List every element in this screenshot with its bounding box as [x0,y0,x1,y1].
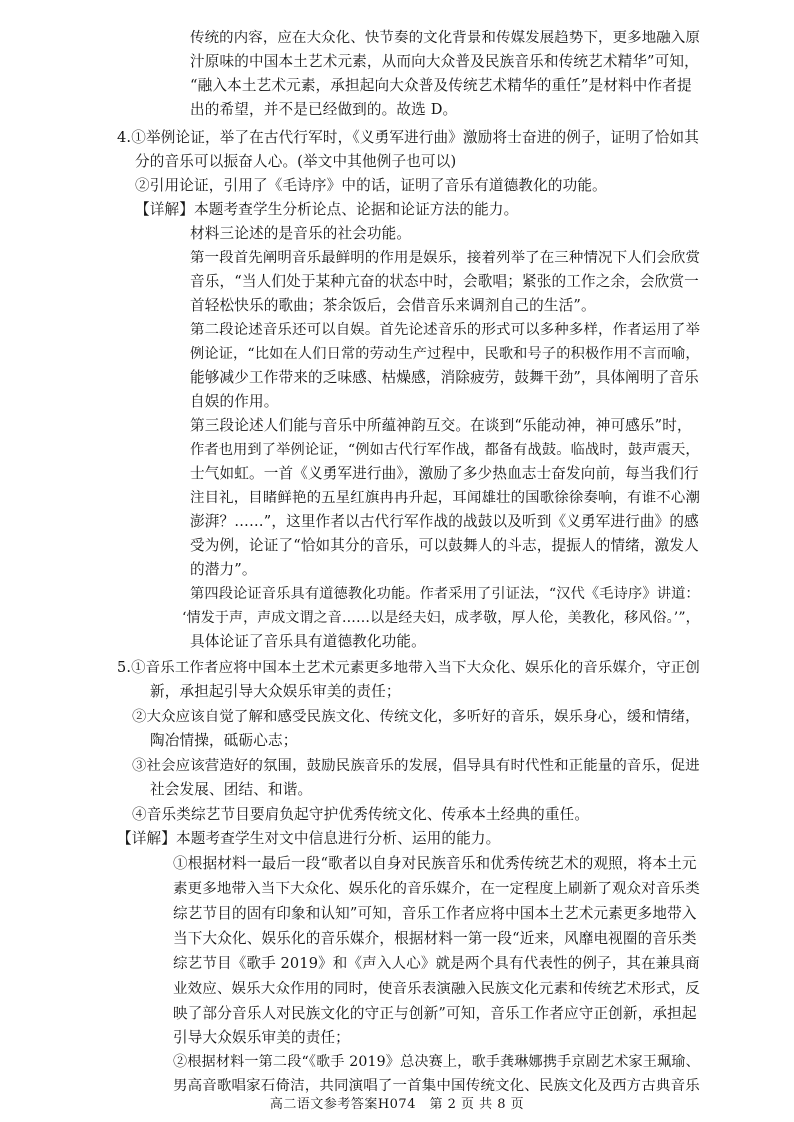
text-line: 映了部分音乐人对民族文化的守正与创新”可知，音乐工作者应守正创新，承担起 [173,1005,697,1022]
text-line: 能够减少工作带来的乏味感、枯燥感，消除疲劳，鼓舞干劲”，具体阐明了音乐 [190,369,699,386]
text-line: “融入本土艺术元素，承担起向大众普及传统艺术精华的重任”是材料中作者提 [190,77,692,94]
text-line: 例论证，“比如在人们日常的劳动生产过程中，民歌和号子的积极作用不言而喻， [190,346,700,362]
text-line: ④音乐类综艺节目要肩负起守护优秀传统文化、传承本土经典的重任。 [132,806,590,823]
text-line: 【详解】本题考查学生对文中信息进行分析、运用的能力。 [117,830,501,847]
text-line: 【详解】本题考查学生分析论点、论据和论证方法的能力。 [135,201,519,218]
text-line: 澎湃？……”，这里作者以古代行军作战的战鼓以及听到《义勇军进行曲》的感 [190,513,699,530]
text-line: ②引用论证，引用了《毛诗序》中的话，证明了音乐有道德教化的功能。 [135,177,607,194]
text-line: 音乐，“当人们处于某种亢奋的状态中时，会歌唱；紧张的工作之余，会欣赏一 [190,273,699,290]
text-line: ②根据材料一第二段“《歌手 2019》总决赛上，歌手龚琳娜携手京剧艺术家王珮瑜、 [173,1054,700,1070]
text-line: 社会发展、团结、和谐。 [150,781,313,798]
text-line: 首轻松快乐的歌曲；茶余饭后，会借音乐来调剂自己的生活”。 [190,297,596,314]
text-line: 综艺节目的固有印象和认知”可知，音乐工作者应将中国本土艺术元素更多地带入 [173,905,697,922]
text-line: 第一段首先阐明音乐最鲜明的作用是娱乐，接着列举了在三种情况下人们会欣赏 [190,250,701,266]
text-line: 汁原味的中国本土艺术元素，从而向大众普及民族音乐和传统艺术精华”可知， [190,53,699,70]
text-line: 具体论证了音乐具有道德教化功能。 [190,633,426,650]
text-line: 士气如虹。一首《义勇军进行曲》，激励了多少热血志士奋发向前，每当我们行 [190,465,699,482]
text-line: ③社会应该营造好的氛围，鼓励民族音乐的发展，倡导具有时代性和正能量的音乐，促进 [132,758,700,774]
text-line: 当下大众化、娱乐化的音乐媒介，根据材料一第一段“近来，风靡电视圈的音乐类 [173,930,697,947]
text-line: 受为例，论证了“恰如其分的音乐，可以鼓舞人的斗志，提振人的情绪，激发人 [190,537,699,554]
text-line: 材料三论述的是音乐的社会功能。 [190,225,412,242]
page-footer: 高二语文参考答案H074 第 2 页 共 8 页 [269,1097,525,1112]
text-line: 第三段论述人们能与音乐中所蕴神韵互交。在谈到“乐能动神，神可感乐”时， [190,417,692,434]
text-line: ②大众应该自觉了解和感受民族文化、传统文化，多听好的音乐，娱乐身心，缓和情绪， [132,709,700,725]
text-line: 分的音乐可以振奋人心。(举文中其他例子也可以) [135,153,457,170]
text-line: 自娱的作用。 [190,393,279,410]
text-line: 陶冶情操，砥砺心志； [150,732,298,749]
text-line: 业效应、娱乐大众作用的同时，使音乐表演融入民族文化元素和传统艺术形式，反 [173,981,700,997]
text-line: 的潜力”。 [190,561,257,578]
text-line: 5.①音乐工作者应将中国本土艺术元素更多地带入当下大众化、娱乐化的音乐媒介，守正创 [117,660,700,676]
text-line: 新，承担起引导大众娱乐审美的责任； [150,683,401,700]
text-line: ‘情发于声，声成文谓之音……以是经夫妇，成孝敬，厚人伦，美教化，移风俗。’”， [182,610,700,626]
text-line: 第二段论述音乐还可以自娱。首先论述音乐的形式可以多种多样，作者运用了举 [190,322,701,338]
text-line: 引导大众娱乐审美的责任； [173,1029,350,1046]
text-line: 男高音歌唱家石倚洁，共同演唱了一首集中国传统文化、民族文化及西方古典音乐 [173,1078,700,1094]
text-line: 出的希望，并不是已经做到的。故选 D。 [190,101,458,118]
text-line: 注目礼，目睹鲜艳的五星红旗冉冉升起，耳闻雄壮的国歌徐徐奏响，有谁不心潮 [190,490,701,506]
text-line: 第四段论证音乐具有道德教化功能。作者采用了引证法，“汉代《毛诗序》讲道： [190,586,700,602]
text-line: 作者也用到了举例论证，“例如古代行军作战，都备有战鼓。临战时，鼓声震天， [190,442,700,458]
text-line: 传统的内容，应在大众化、快节奏的文化背景和传媒发展趋势下，更多地融入原 [190,30,701,46]
text-line: 综艺节目《歌手 2019》和《声入人心》就是两个具有代表性的例子，其在兼具商 [173,956,700,972]
text-line: 素更多地带入当下大众化、娱乐化的音乐媒介，在一定程度上刷新了观众对音乐类 [173,881,700,897]
text-line: 4.①举例论证，举了在古代行军时，《义勇军进行曲》激励将士奋进的例子，证明了恰如其 [117,129,699,146]
text-line: ①根据材料一最后一段“歌者以自身对民族音乐和优秀传统艺术的观照，将本土元 [173,855,697,872]
